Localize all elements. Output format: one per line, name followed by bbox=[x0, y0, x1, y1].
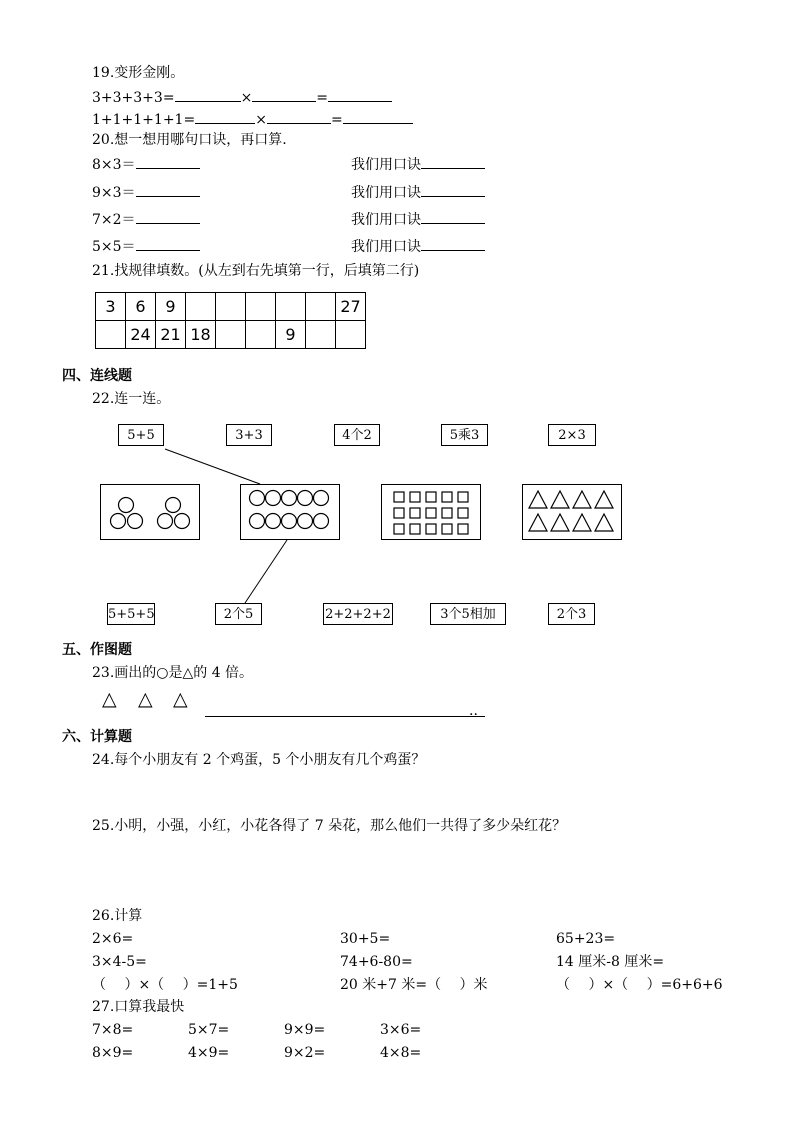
grid-cell[interactable]: 27 bbox=[336, 293, 366, 321]
grid-cell[interactable]: 18 bbox=[186, 321, 216, 349]
calc-item[interactable]: （ ）×（ ）=1+5 bbox=[92, 977, 238, 993]
equals-sign: = bbox=[330, 112, 343, 128]
bottom-box[interactable]: 3个5相加 bbox=[430, 603, 506, 625]
q20-label: 我们用口诀 bbox=[351, 185, 421, 201]
oral-calc-item[interactable]: 4×9= bbox=[188, 1045, 230, 1061]
equals-sign: = bbox=[316, 90, 329, 106]
calc-item[interactable]: 2×6= bbox=[92, 931, 134, 947]
section-heading-matching: 四、连线题 bbox=[62, 368, 132, 384]
grid-cell[interactable]: 24 bbox=[126, 321, 156, 349]
grid-cell[interactable]: 9 bbox=[276, 321, 306, 349]
section-heading-calculation: 六、计算题 bbox=[62, 729, 132, 745]
oral-calc-item[interactable]: 9×2= bbox=[284, 1045, 326, 1061]
calc-item[interactable]: 65+23= bbox=[556, 931, 616, 947]
triangle-icon: △ bbox=[138, 688, 153, 710]
q21-title: 21.找规律填数。(从左到右先填第一行，后填第二行) bbox=[92, 263, 420, 279]
q20-expr: 5×5＝ bbox=[92, 239, 136, 255]
oral-calc-item[interactable]: 7×8= bbox=[92, 1022, 134, 1038]
oral-calc-item[interactable]: 8×9= bbox=[92, 1045, 134, 1061]
calc-item[interactable]: 14 厘米-8 厘米= bbox=[556, 954, 665, 970]
bottom-box[interactable]: 2个5 bbox=[215, 603, 262, 625]
triangle-icon: △ bbox=[102, 688, 117, 710]
section-heading-drawing: 五、作图题 bbox=[62, 642, 132, 658]
match-line bbox=[245, 540, 287, 603]
q20-label: 我们用口诀 bbox=[351, 157, 421, 173]
grid-cell[interactable]: 6 bbox=[126, 293, 156, 321]
top-box[interactable]: 3+3 bbox=[226, 424, 272, 446]
grid-cell[interactable]: 9 bbox=[156, 293, 186, 321]
q23-title: 23.画出的○是△的 4 倍。 bbox=[92, 665, 254, 681]
q19-title: 19.变形金刚。 bbox=[92, 65, 185, 81]
q20-expr: 7×2＝ bbox=[92, 212, 136, 228]
calc-item[interactable]: 3×4-5= bbox=[92, 954, 147, 970]
oral-calc-item[interactable]: 3×6= bbox=[380, 1022, 422, 1038]
bottom-box[interactable]: 2+2+2+2 bbox=[323, 603, 393, 625]
q22-title: 22.连一连。 bbox=[92, 391, 171, 407]
q20-label: 我们用口诀 bbox=[351, 239, 421, 255]
top-box[interactable]: 2×3 bbox=[548, 424, 596, 446]
bottom-box[interactable]: 5+5+5 bbox=[107, 603, 155, 625]
bottom-box[interactable]: 2个3 bbox=[548, 603, 595, 625]
calc-item[interactable]: 74+6-80= bbox=[340, 954, 413, 970]
triangle-icon: △ bbox=[173, 688, 188, 710]
q19-line2-start: 1+1+1+1+1= bbox=[92, 112, 196, 128]
q20-expr: 8×3＝ bbox=[92, 157, 136, 173]
times-sign: × bbox=[240, 90, 253, 106]
grid-cell[interactable]: 3 bbox=[96, 293, 126, 321]
match-line bbox=[165, 449, 260, 484]
calc-item[interactable]: （ ）×（ ）=6+6+6 bbox=[556, 977, 723, 993]
q20-label: 我们用口诀 bbox=[351, 212, 421, 228]
q25-text: 25.小明，小强，小红，小花各得了 7 朵花，那么他们一共得了多少朵红花？ bbox=[92, 818, 567, 834]
top-box[interactable]: 5乘3 bbox=[441, 424, 488, 446]
grid-cell[interactable]: 21 bbox=[156, 321, 186, 349]
top-box[interactable]: 4个2 bbox=[334, 424, 380, 446]
q20-title: 20.想一想用哪句口诀，再口算. bbox=[92, 132, 287, 148]
q26-title: 26.计算 bbox=[92, 908, 143, 924]
q19-line1-start: 3+3+3+3= bbox=[92, 90, 175, 106]
times-sign: × bbox=[255, 112, 267, 128]
oral-calc-item[interactable]: 4×8= bbox=[380, 1045, 422, 1061]
top-box[interactable]: 5+5 bbox=[118, 424, 164, 446]
oral-calc-item[interactable]: 9×9= bbox=[284, 1022, 326, 1038]
calc-item[interactable]: 20 米+7 米=（ ）米 bbox=[340, 977, 488, 993]
calc-item[interactable]: 30+5= bbox=[340, 931, 391, 947]
drawing-line[interactable] bbox=[205, 716, 485, 717]
q20-expr: 9×3＝ bbox=[92, 185, 136, 201]
oral-calc-item[interactable]: 5×7= bbox=[188, 1022, 230, 1038]
q27-title: 27.口算我最快 bbox=[92, 999, 185, 1015]
trailing-dots: .. bbox=[469, 703, 478, 719]
q24-text: 24.每个小朋友有 2 个鸡蛋，5 个小朋友有几个鸡蛋？ bbox=[92, 752, 426, 768]
